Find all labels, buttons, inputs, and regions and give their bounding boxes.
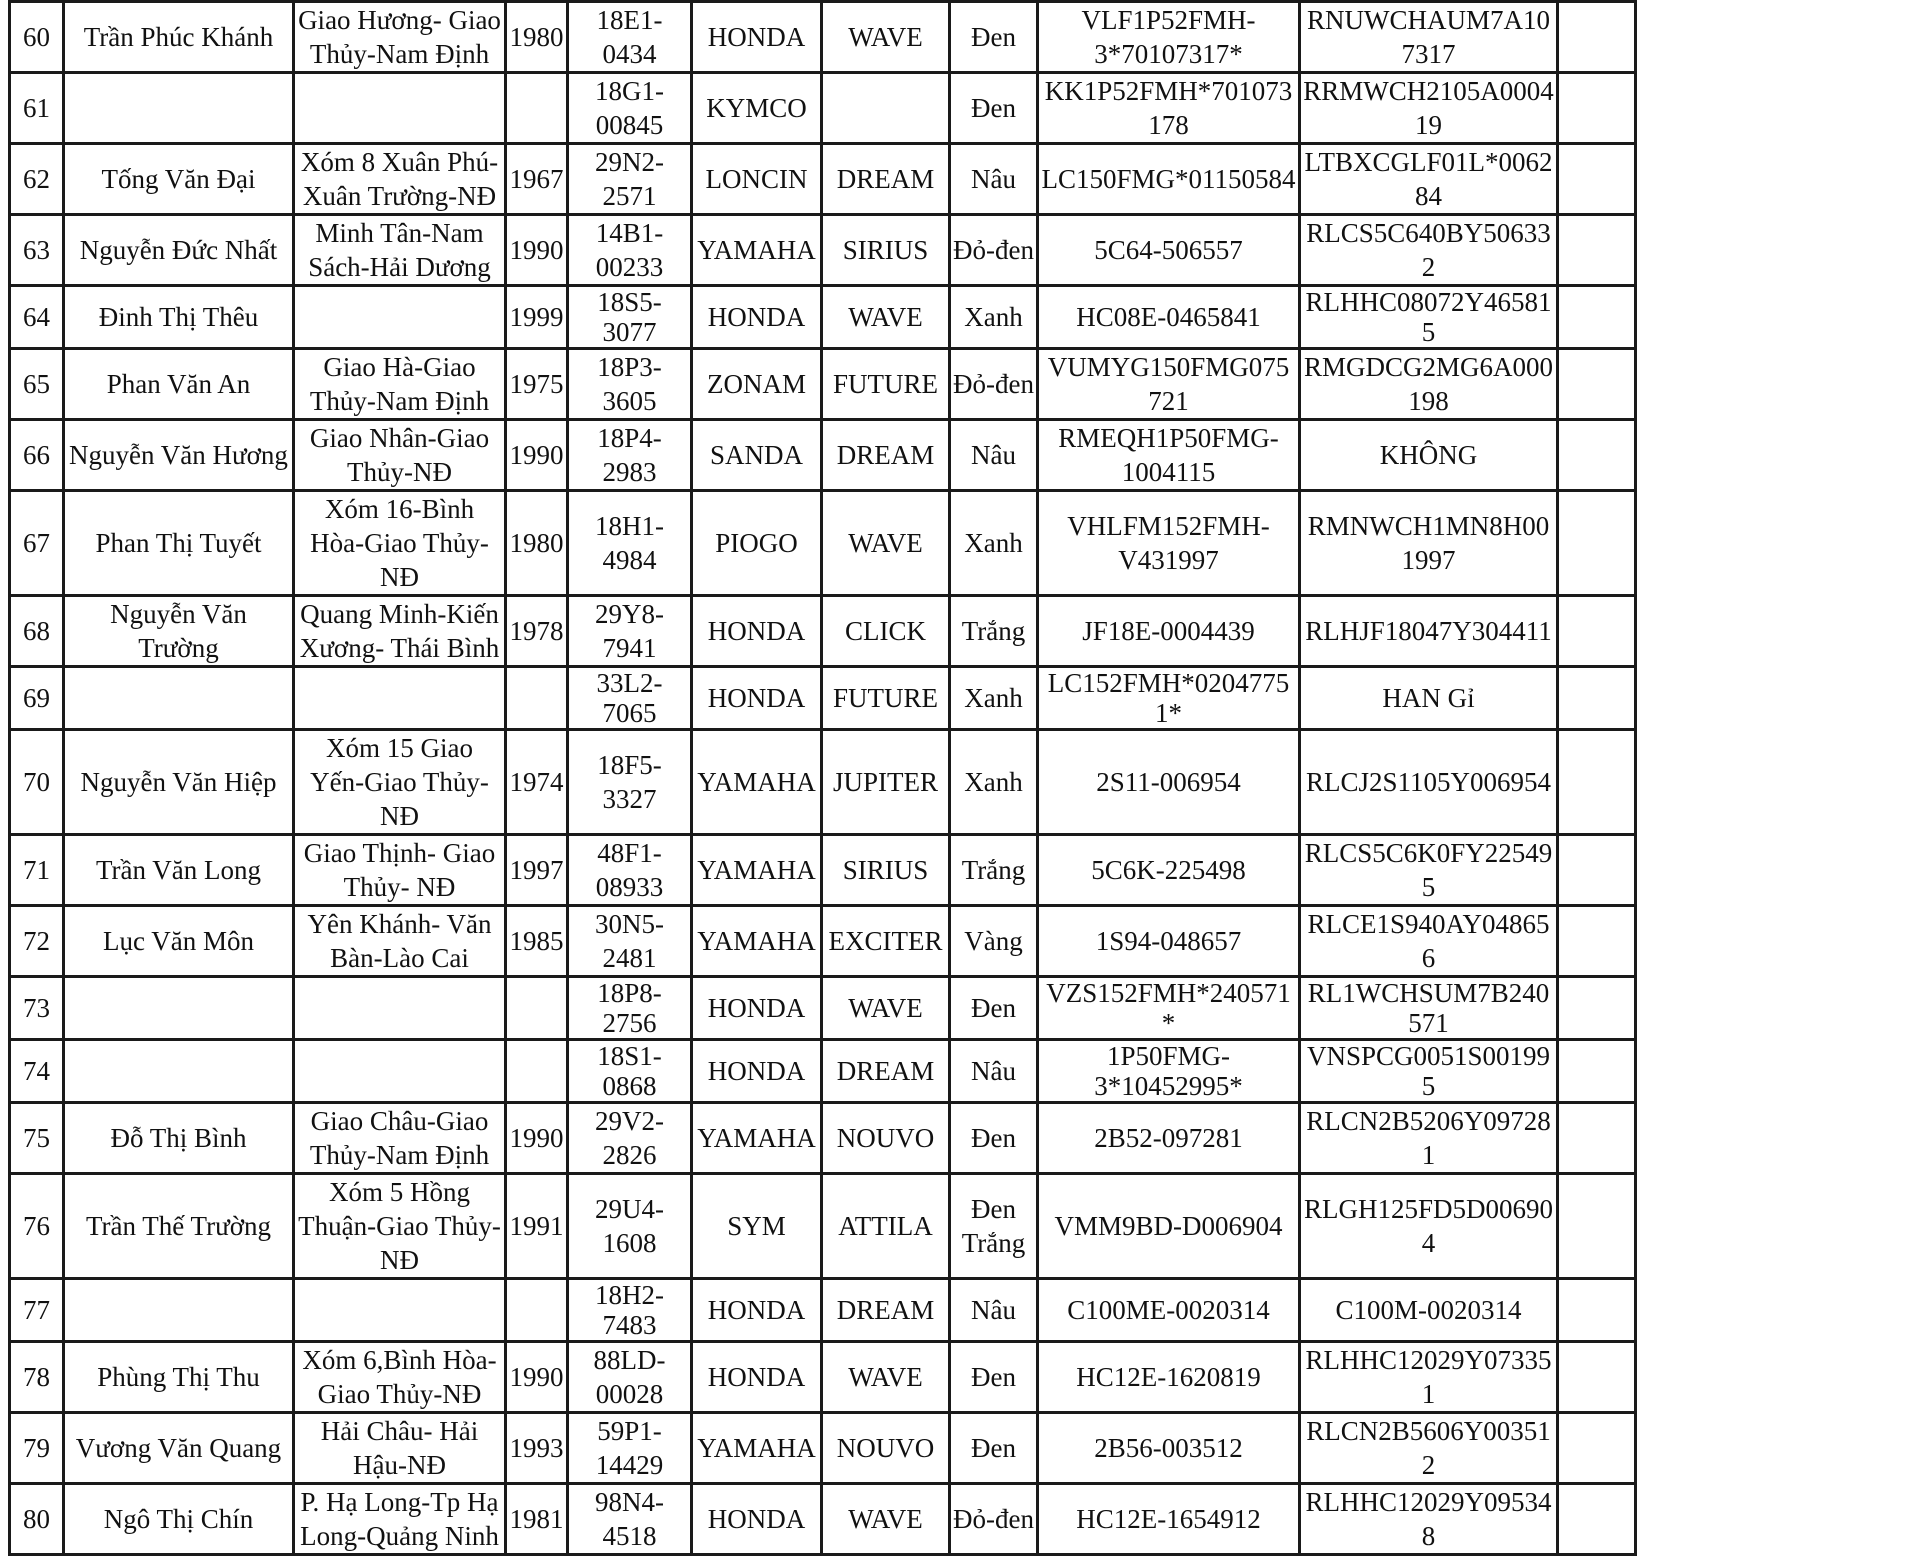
cell-color: Nâu [950,420,1038,491]
cell-engine: C100ME-0020314 [1038,1279,1300,1342]
cell-color: Đen [950,1103,1038,1174]
cell-extra [1558,349,1636,420]
cell-color: Đỏ-đen [950,1484,1038,1555]
cell-engine: 2B56-003512 [1038,1413,1300,1484]
cell-brand: HONDA [692,596,822,667]
cell-color: Trắng [950,596,1038,667]
cell-address: Minh Tân-Nam Sách-Hải Dương [294,215,506,286]
table-row [10,667,1636,730]
cell-extra [1558,215,1636,286]
table-row [10,835,1636,906]
cell-frame: RLHHC12029Y095348 [1300,1484,1558,1555]
cell-address: Xóm 5 Hồng Thuận-Giao Thủy- NĐ [294,1174,506,1279]
cell-frame: RMNWCH1MN8H001997 [1300,491,1558,596]
cell-plate: 48F1-08933 [568,835,692,906]
cell-extra [1558,977,1636,1040]
cell-extra [1558,491,1636,596]
cell-plate: 18S5-3077 [568,286,692,349]
cell-plate: 59P1-14429 [568,1413,692,1484]
cell-color: Xanh [950,491,1038,596]
cell-stt: 66 [10,420,64,491]
cell-model: WAVE [822,286,950,349]
cell-year [506,667,568,730]
cell-stt: 71 [10,835,64,906]
cell-extra [1558,596,1636,667]
cell-stt: 67 [10,491,64,596]
table-row [10,1103,1636,1174]
cell-frame: RLHHC08072Y465815 [1300,286,1558,349]
cell-engine: RMEQH1P50FMG-1004115 [1038,420,1300,491]
cell-name: Trần Văn Long [64,835,294,906]
cell-year: 1967 [506,144,568,215]
cell-year: 1990 [506,420,568,491]
cell-frame: VNSPCG0051S001995 [1300,1040,1558,1103]
cell-model: EXCITER [822,906,950,977]
cell-extra [1558,835,1636,906]
cell-address: Xóm 6,Bình Hòa-Giao Thủy-NĐ [294,1342,506,1413]
cell-color: Vàng [950,906,1038,977]
cell-plate: 18H1-4984 [568,491,692,596]
cell-year: 1991 [506,1174,568,1279]
cell-model [822,73,950,144]
table-row [10,1342,1636,1413]
cell-frame: RLCN2B5606Y003512 [1300,1413,1558,1484]
cell-name: Nguyễn Văn Trường [64,596,294,667]
cell-extra [1558,286,1636,349]
cell-address [294,1040,506,1103]
cell-extra [1558,667,1636,730]
cell-stt: 79 [10,1413,64,1484]
cell-color: Đen Trắng [950,1174,1038,1279]
table-row [10,906,1636,977]
cell-model: NOUVO [822,1413,950,1484]
cell-engine: VHLFM152FMH-V431997 [1038,491,1300,596]
cell-frame: RLHJF18047Y304411 [1300,596,1558,667]
cell-frame: RNUWCHAUM7A107317 [1300,2,1558,73]
cell-stt: 75 [10,1103,64,1174]
cell-engine: 1P50FMG-3*10452995* [1038,1040,1300,1103]
cell-engine: HC08E-0465841 [1038,286,1300,349]
cell-engine: JF18E-0004439 [1038,596,1300,667]
cell-address: Giao Hà-Giao Thủy-Nam Định [294,349,506,420]
cell-plate: 18S1-0868 [568,1040,692,1103]
cell-color: Đen [950,2,1038,73]
cell-extra [1558,1413,1636,1484]
cell-name: Lục Văn Môn [64,906,294,977]
cell-brand: YAMAHA [692,835,822,906]
table-row [10,1279,1636,1342]
cell-name: Phùng Thị Thu [64,1342,294,1413]
cell-year: 1978 [506,596,568,667]
cell-stt: 61 [10,73,64,144]
cell-address: Giao Châu-Giao Thủy-Nam Định [294,1103,506,1174]
cell-stt: 65 [10,349,64,420]
cell-name: Ngô Thị Chín [64,1484,294,1555]
cell-extra [1558,73,1636,144]
cell-year: 1975 [506,349,568,420]
cell-brand: HONDA [692,1279,822,1342]
cell-stt: 64 [10,286,64,349]
cell-stt: 73 [10,977,64,1040]
cell-color: Nâu [950,1279,1038,1342]
cell-plate: 29N2-2571 [568,144,692,215]
cell-stt: 72 [10,906,64,977]
cell-address [294,73,506,144]
cell-stt: 76 [10,1174,64,1279]
cell-brand: HONDA [692,1040,822,1103]
cell-name: Trần Thế Trường [64,1174,294,1279]
cell-brand: LONCIN [692,144,822,215]
cell-plate: 18P4-2983 [568,420,692,491]
cell-extra [1558,1279,1636,1342]
cell-year: 1981 [506,1484,568,1555]
cell-engine: HC12E-1620819 [1038,1342,1300,1413]
cell-engine: 5C64-506557 [1038,215,1300,286]
table-row [10,286,1636,349]
table-row [10,420,1636,491]
cell-stt: 69 [10,667,64,730]
cell-frame: RLCE1S940AY048656 [1300,906,1558,977]
table-row [10,2,1636,73]
cell-name: Nguyễn Văn Hương [64,420,294,491]
cell-address: Giao Nhân-Giao Thủy-NĐ [294,420,506,491]
cell-name: Nguyễn Văn Hiệp [64,730,294,835]
cell-year [506,977,568,1040]
cell-plate: 33L2-7065 [568,667,692,730]
table-row [10,596,1636,667]
cell-name [64,73,294,144]
vehicle-registry-table [8,0,1637,1556]
cell-frame: LTBXCGLF01L*006284 [1300,144,1558,215]
cell-engine: 2B52-097281 [1038,1103,1300,1174]
cell-brand: HONDA [692,667,822,730]
cell-extra [1558,906,1636,977]
cell-plate: 18F5-3327 [568,730,692,835]
cell-address [294,667,506,730]
cell-year: 1974 [506,730,568,835]
cell-frame: HAN Gỉ [1300,667,1558,730]
cell-extra [1558,730,1636,835]
cell-model: DREAM [822,1040,950,1103]
cell-stt: 63 [10,215,64,286]
cell-frame: RLHHC12029Y073351 [1300,1342,1558,1413]
cell-brand: KYMCO [692,73,822,144]
cell-address [294,1279,506,1342]
cell-engine: 1S94-048657 [1038,906,1300,977]
cell-plate: 88LD-00028 [568,1342,692,1413]
cell-name: Phan Văn An [64,349,294,420]
cell-plate: 18E1-0434 [568,2,692,73]
cell-extra [1558,1342,1636,1413]
cell-brand: YAMAHA [692,215,822,286]
cell-year: 1997 [506,835,568,906]
cell-engine: LC152FMH*02047751* [1038,667,1300,730]
table-row [10,491,1636,596]
cell-year: 1990 [506,1103,568,1174]
cell-color: Đen [950,73,1038,144]
cell-stt: 62 [10,144,64,215]
cell-brand: HONDA [692,286,822,349]
cell-name [64,667,294,730]
cell-extra [1558,144,1636,215]
cell-name [64,1279,294,1342]
cell-model: WAVE [822,1342,950,1413]
cell-name: Vương Văn Quang [64,1413,294,1484]
cell-plate: 14B1-00233 [568,215,692,286]
table-row [10,1413,1636,1484]
cell-frame: RLCS5C6K0FY225495 [1300,835,1558,906]
cell-address [294,977,506,1040]
cell-name [64,977,294,1040]
cell-stt: 60 [10,2,64,73]
cell-color: Nâu [950,144,1038,215]
cell-color: Đỏ-đen [950,215,1038,286]
cell-year: 1980 [506,491,568,596]
cell-address: Xóm 15 Giao Yến-Giao Thủy- NĐ [294,730,506,835]
cell-color: Đỏ-đen [950,349,1038,420]
cell-color: Xanh [950,286,1038,349]
cell-year [506,1279,568,1342]
cell-plate: 29U4-1608 [568,1174,692,1279]
cell-year: 1999 [506,286,568,349]
table-row [10,144,1636,215]
cell-address: Quang Minh-Kiến Xương- Thái Bình [294,596,506,667]
cell-stt: 74 [10,1040,64,1103]
cell-name: Đỗ Thị Bình [64,1103,294,1174]
cell-model: JUPITER [822,730,950,835]
table-row [10,977,1636,1040]
cell-frame: RLGH125FD5D006904 [1300,1174,1558,1279]
cell-year: 1980 [506,2,568,73]
cell-model: CLICK [822,596,950,667]
cell-brand: HONDA [692,2,822,73]
cell-stt: 70 [10,730,64,835]
cell-extra [1558,1103,1636,1174]
table-row [10,215,1636,286]
cell-frame: RMGDCG2MG6A000198 [1300,349,1558,420]
cell-name: Đinh Thị Thêu [64,286,294,349]
cell-address: Hải Châu- Hải Hậu-NĐ [294,1413,506,1484]
cell-stt: 78 [10,1342,64,1413]
cell-address [294,286,506,349]
cell-brand: YAMAHA [692,1103,822,1174]
cell-engine: VZS152FMH*240571* [1038,977,1300,1040]
cell-year [506,1040,568,1103]
cell-model: NOUVO [822,1103,950,1174]
cell-address: Giao Hương- Giao Thủy-Nam Định [294,2,506,73]
cell-address: Xóm 16-Bình Hòa-Giao Thủy-NĐ [294,491,506,596]
cell-plate: 18P8-2756 [568,977,692,1040]
cell-model: WAVE [822,1484,950,1555]
cell-brand: SYM [692,1174,822,1279]
cell-color: Nâu [950,1040,1038,1103]
cell-model: DREAM [822,144,950,215]
cell-model: DREAM [822,1279,950,1342]
cell-brand: HONDA [692,1484,822,1555]
cell-color: Đen [950,1342,1038,1413]
table-row [10,1484,1636,1555]
cell-extra [1558,1174,1636,1279]
cell-year [506,73,568,144]
cell-brand: HONDA [692,1342,822,1413]
cell-plate: 30N5-2481 [568,906,692,977]
cell-model: DREAM [822,420,950,491]
cell-name: Phan Thị Tuyết [64,491,294,596]
cell-year: 1990 [506,215,568,286]
cell-brand: YAMAHA [692,1413,822,1484]
cell-name: Nguyễn Đức Nhất [64,215,294,286]
cell-plate: 18P3-3605 [568,349,692,420]
cell-color: Đen [950,977,1038,1040]
cell-stt: 68 [10,596,64,667]
table-row [10,730,1636,835]
cell-plate: 98N4-4518 [568,1484,692,1555]
table-row [10,1040,1636,1103]
cell-model: ATTILA [822,1174,950,1279]
cell-brand: ZONAM [692,349,822,420]
cell-extra [1558,2,1636,73]
cell-model: FUTURE [822,667,950,730]
cell-stt: 77 [10,1279,64,1342]
table-row [10,73,1636,144]
cell-name [64,1040,294,1103]
cell-model: WAVE [822,977,950,1040]
cell-name: Trần Phúc Khánh [64,2,294,73]
cell-model: WAVE [822,491,950,596]
cell-plate: 18H2-7483 [568,1279,692,1342]
cell-plate: 29Y8-7941 [568,596,692,667]
cell-year: 1985 [506,906,568,977]
cell-model: SIRIUS [822,215,950,286]
cell-address: Yên Khánh- Văn Bàn-Lào Cai [294,906,506,977]
cell-frame: RL1WCHSUM7B240571 [1300,977,1558,1040]
cell-model: WAVE [822,2,950,73]
cell-extra [1558,1040,1636,1103]
cell-frame: RLCS5C640BY506332 [1300,215,1558,286]
cell-frame: RRMWCH2105A000419 [1300,73,1558,144]
cell-engine: VMM9BD-D006904 [1038,1174,1300,1279]
cell-brand: YAMAHA [692,730,822,835]
cell-color: Xanh [950,730,1038,835]
cell-frame: KHÔNG [1300,420,1558,491]
cell-name: Tống Văn Đại [64,144,294,215]
cell-engine: LC150FMG*01150584 [1038,144,1300,215]
cell-address: Xóm 8 Xuân Phú-Xuân Trường-NĐ [294,144,506,215]
cell-color: Đen [950,1413,1038,1484]
cell-extra [1558,420,1636,491]
cell-color: Xanh [950,667,1038,730]
cell-brand: HONDA [692,977,822,1040]
cell-engine: VUMYG150FMG075721 [1038,349,1300,420]
cell-address: P. Hạ Long-Tp Hạ Long-Quảng Ninh [294,1484,506,1555]
cell-engine: HC12E-1654912 [1038,1484,1300,1555]
cell-color: Trắng [950,835,1038,906]
cell-plate: 18G1-00845 [568,73,692,144]
cell-brand: YAMAHA [692,906,822,977]
cell-year: 1990 [506,1342,568,1413]
cell-address: Giao Thịnh- Giao Thủy- NĐ [294,835,506,906]
table-body [10,2,1636,1555]
table-row [10,1174,1636,1279]
cell-brand: SANDA [692,420,822,491]
cell-engine: 5C6K-225498 [1038,835,1300,906]
cell-extra [1558,1484,1636,1555]
cell-frame: C100M-0020314 [1300,1279,1558,1342]
table-row [10,349,1636,420]
cell-model: SIRIUS [822,835,950,906]
cell-engine: KK1P52FMH*701073178 [1038,73,1300,144]
cell-frame: RLCJ2S1105Y006954 [1300,730,1558,835]
cell-year: 1993 [506,1413,568,1484]
cell-plate: 29V2-2826 [568,1103,692,1174]
cell-engine: VLF1P52FMH-3*70107317* [1038,2,1300,73]
cell-frame: RLCN2B5206Y097281 [1300,1103,1558,1174]
cell-stt: 80 [10,1484,64,1555]
cell-engine: 2S11-006954 [1038,730,1300,835]
cell-model: FUTURE [822,349,950,420]
cell-brand: PIOGO [692,491,822,596]
